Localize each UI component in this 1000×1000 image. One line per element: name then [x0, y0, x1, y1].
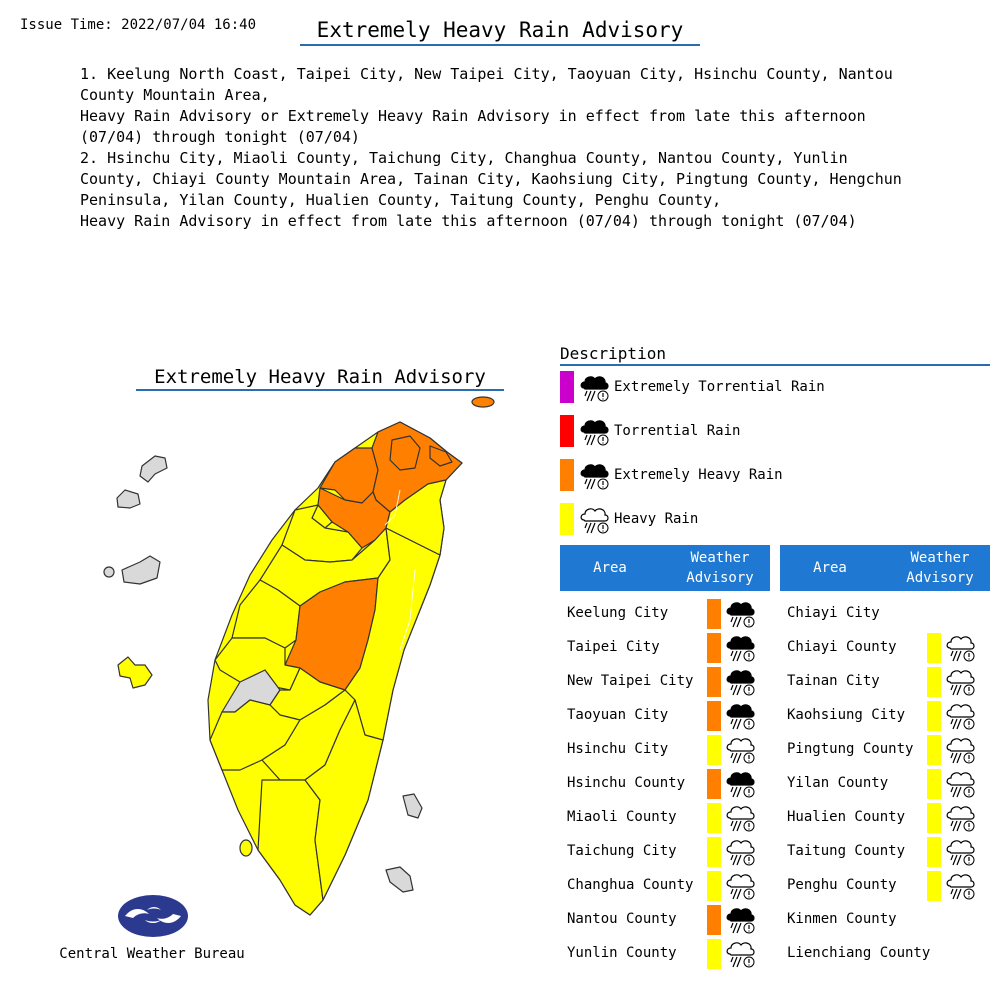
- advisory-table-left: [560, 545, 770, 961]
- light-rain-cloud-icon: [724, 733, 756, 765]
- area-name: Penghu County: [787, 877, 897, 893]
- area-name: Yunlin County: [567, 945, 677, 961]
- legend-swatch: [560, 371, 574, 403]
- advisory-swatch: [927, 837, 941, 867]
- description-title: Description: [560, 344, 990, 366]
- table-row: [780, 834, 990, 868]
- page-title: Extremely Heavy Rain Advisory: [300, 18, 700, 46]
- agency-name: Central Weather Bureau: [59, 946, 245, 962]
- table-row: [780, 596, 990, 630]
- area-name: Tainan City: [787, 673, 880, 689]
- advisory-swatch: [927, 871, 941, 901]
- advisory-line: (07/04) through tonight (07/04): [80, 128, 360, 146]
- light-rain-cloud-icon: [944, 835, 976, 867]
- light-rain-cloud-icon: [944, 869, 976, 901]
- legend-swatch: [560, 459, 574, 491]
- area-name: Taipei City: [567, 639, 660, 655]
- light-rain-cloud-icon: [944, 631, 976, 663]
- legend-swatch: [560, 415, 574, 447]
- island-kinmen: [140, 456, 167, 482]
- advisory-table-right: [780, 545, 990, 961]
- table-row: [780, 800, 990, 834]
- table-row: [780, 868, 990, 902]
- header-advisory-line2: Advisory: [906, 570, 974, 586]
- advisory-swatch: [927, 633, 941, 663]
- dark-rain-cloud-icon: [724, 597, 756, 629]
- area-name: Taichung City: [567, 843, 677, 859]
- light-rain-cloud-icon: [724, 801, 756, 833]
- advisory-swatch: [927, 667, 941, 697]
- header-area: Area: [593, 560, 627, 576]
- table-row: [780, 630, 990, 664]
- advisory-swatch: [707, 905, 721, 935]
- area-name: New Taipei City: [567, 673, 694, 689]
- table-row: [560, 630, 770, 664]
- table-row: [560, 698, 770, 732]
- area-name: Lienchiang County: [787, 945, 931, 961]
- legend-label: Torrential Rain: [614, 423, 741, 439]
- table-row: [780, 732, 990, 766]
- advisory-swatch: [707, 837, 721, 867]
- legend-swatch: [560, 503, 574, 535]
- light-rain-cloud-icon: [944, 767, 976, 799]
- table-row: [560, 834, 770, 868]
- header-area: Area: [813, 560, 847, 576]
- table-header: [780, 545, 990, 591]
- advisory-line: 2. Hsinchu City, Miaoli County, Taichung City, Changhua County, Nantou County, Yunlin: [80, 149, 848, 167]
- advisory-swatch: [707, 599, 721, 629]
- light-rain-cloud-icon: [944, 801, 976, 833]
- island-matsu: [122, 556, 160, 584]
- table-row: [560, 902, 770, 936]
- legend-item: [560, 371, 825, 403]
- advisory-line: County, Chiayi County Mountain Area, Tainan City, Kaohsiung City, Pingtung County, Hengchun: [80, 170, 902, 188]
- area-name: Taitung County: [787, 843, 906, 859]
- light-rain-cloud-icon: [724, 869, 756, 901]
- advisory-line: County Mountain Area,: [80, 86, 270, 104]
- advisory-swatch: [707, 803, 721, 833]
- dark-rain-cloud-icon: [724, 767, 756, 799]
- advisory-line: Heavy Rain Advisory in effect from late this afternoon (07/04) through tonight (07/04): [80, 212, 857, 230]
- area-name: Hualien County: [787, 809, 906, 825]
- island-kinmen-small: [117, 490, 140, 508]
- light-rain-cloud-icon: [724, 937, 756, 969]
- area-name: Hsinchu City: [567, 741, 669, 757]
- area-name: Miaoli County: [567, 809, 677, 825]
- light-rain-cloud-icon: [944, 665, 976, 697]
- advisory-swatch: [927, 701, 941, 731]
- light-rain-cloud-icon: [724, 835, 756, 867]
- table-header: [560, 545, 770, 591]
- header-advisory-line1: Weather: [910, 550, 970, 566]
- light-rain-cloud-icon: [578, 503, 610, 535]
- area-name: Chiayi City: [787, 605, 880, 621]
- light-rain-cloud-icon: [944, 733, 976, 765]
- header-advisory: [670, 548, 770, 588]
- legend-label: Heavy Rain: [614, 511, 699, 527]
- island-xiaoliuqiu: [240, 840, 252, 856]
- advisory-text: [80, 64, 920, 232]
- advisory-line: Peninsula, Yilan County, Hualien County, Taitung County, Penghu County,: [80, 191, 722, 209]
- area-name: Nantou County: [567, 911, 677, 927]
- table-row: [560, 936, 770, 970]
- table-row: [780, 936, 990, 970]
- area-name: Changhua County: [567, 877, 694, 893]
- header-advisory-line1: Weather: [690, 550, 750, 566]
- area-name: Yilan County: [787, 775, 889, 791]
- header-advisory-line2: Advisory: [686, 570, 754, 586]
- island-penghu: [118, 657, 152, 688]
- table-row: [560, 766, 770, 800]
- advisory-swatch: [707, 939, 721, 969]
- advisory-line: 1. Keelung North Coast, Taipei City, New Taipei City, Taoyuan City, Hsinchu County, Nantou: [80, 65, 893, 83]
- cwb-logo: [117, 894, 189, 938]
- dark-rain-cloud-icon: [578, 371, 610, 403]
- table-row: [560, 800, 770, 834]
- advisory-swatch: [707, 769, 721, 799]
- table-row: [560, 732, 770, 766]
- issue-time: Issue Time: 2022/07/04 16:40: [20, 17, 257, 33]
- area-name: Taoyuan City: [567, 707, 669, 723]
- dark-rain-cloud-icon: [724, 699, 756, 731]
- advisory-swatch: [927, 735, 941, 765]
- light-rain-cloud-icon: [944, 699, 976, 731]
- area-name: Chiayi County: [787, 639, 897, 655]
- dark-rain-cloud-icon: [724, 631, 756, 663]
- advisory-swatch: [927, 769, 941, 799]
- area-name: Pingtung County: [787, 741, 914, 757]
- region-pingtung: [258, 780, 323, 915]
- table-row: [780, 698, 990, 732]
- table-row: [560, 664, 770, 698]
- table-row: [780, 902, 990, 936]
- area-name: Kaohsiung City: [787, 707, 906, 723]
- island-matsu-small: [104, 567, 114, 577]
- legend-label: Extremely Torrential Rain: [614, 379, 825, 395]
- dark-rain-cloud-icon: [578, 459, 610, 491]
- header-advisory: [890, 548, 990, 588]
- advisory-swatch: [707, 701, 721, 731]
- legend-item: [560, 459, 783, 491]
- dark-rain-cloud-icon: [724, 903, 756, 935]
- legend-item: [560, 415, 740, 447]
- advisory-swatch: [707, 667, 721, 697]
- table-row: [560, 868, 770, 902]
- island-orchid: [386, 867, 413, 892]
- taiwan-advisory-map: [0, 390, 540, 930]
- area-name: Hsinchu County: [567, 775, 686, 791]
- advisory-swatch: [707, 735, 721, 765]
- dark-rain-cloud-icon: [578, 415, 610, 447]
- advisory-swatch: [927, 803, 941, 833]
- table-row: [780, 766, 990, 800]
- table-row: [560, 596, 770, 630]
- area-name: Keelung City: [567, 605, 669, 621]
- area-name: Kinmen County: [787, 911, 897, 927]
- map-title: Extremely Heavy Rain Advisory: [136, 366, 504, 391]
- island-green: [403, 794, 422, 818]
- advisory-line: Heavy Rain Advisory or Extremely Heavy Rain Advisory in effect from late this afternoon: [80, 107, 866, 125]
- table-row: [780, 664, 990, 698]
- legend-label: Extremely Heavy Rain: [614, 467, 783, 483]
- advisory-swatch: [707, 871, 721, 901]
- dark-rain-cloud-icon: [724, 665, 756, 697]
- advisory-swatch: [707, 633, 721, 663]
- legend-item: [560, 503, 698, 535]
- island-pengjia: [472, 397, 494, 407]
